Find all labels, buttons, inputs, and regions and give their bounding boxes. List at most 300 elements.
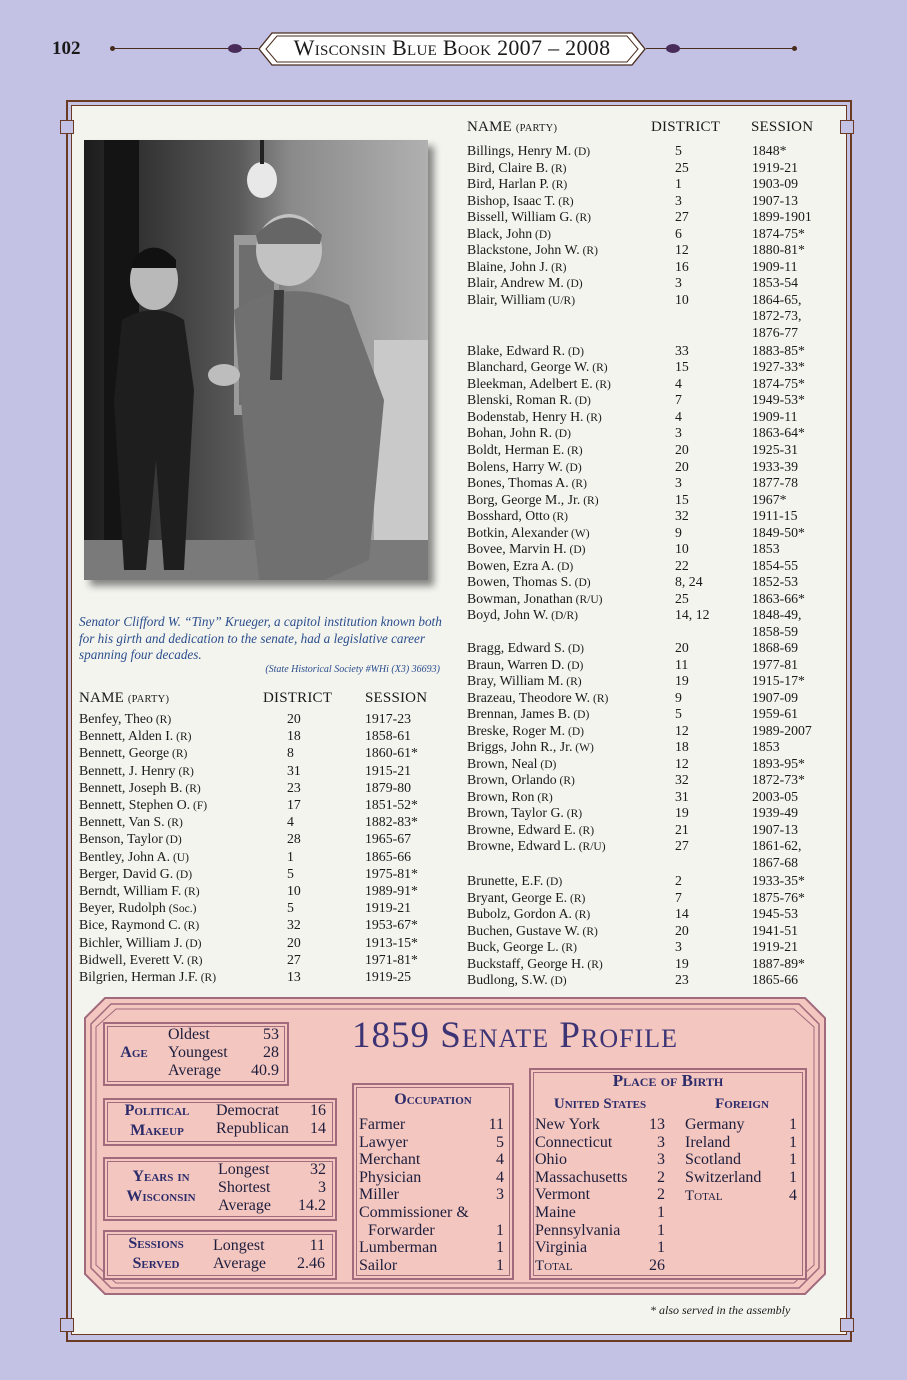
district-value: 31 xyxy=(675,788,689,804)
name-text: Berger, David G. xyxy=(79,865,174,881)
name-text: Beyer, Rudolph xyxy=(79,900,166,916)
party-text: (D) xyxy=(563,278,583,291)
us-birth-label: Maine xyxy=(535,1204,576,1221)
us-label: United States xyxy=(553,1096,647,1112)
session-value: 1853 xyxy=(752,739,780,755)
years-label: Shortest xyxy=(218,1179,271,1196)
session-value: 1919-21 xyxy=(365,900,411,916)
name-text: Blake, Edward R. xyxy=(467,342,566,358)
name-text: Bentley, John A. xyxy=(79,848,171,864)
district-value: 5 xyxy=(287,865,294,881)
district-value: 20 xyxy=(675,640,689,656)
name-text: Breske, Roger M. xyxy=(467,722,566,738)
senator-name xyxy=(467,425,571,443)
session-value: 1865-66 xyxy=(752,972,798,988)
name-text: Brennan, James B. xyxy=(467,706,571,722)
senator-name xyxy=(79,831,182,849)
district-value: 4 xyxy=(675,375,682,391)
us-birth-value: 1 xyxy=(657,1221,665,1239)
foreign-birth-value: 1 xyxy=(789,1133,797,1151)
party-text: (D) xyxy=(532,228,551,241)
party-text: (D) xyxy=(543,876,563,889)
district-value: 19 xyxy=(675,673,689,689)
session-value: 1907-13 xyxy=(752,821,798,837)
us-birth-value: 1 xyxy=(657,1239,665,1257)
party-text: (R) xyxy=(548,261,567,274)
name-text: Brown, Ron xyxy=(467,788,535,804)
session-value: 1851-52* xyxy=(365,797,418,812)
name-text: Browne, Edward E. xyxy=(467,821,576,837)
senator-name xyxy=(467,789,553,807)
foreign-birth-value: 1 xyxy=(789,1151,797,1169)
party-text: (R) xyxy=(548,162,567,175)
name-text: Bosshard, Otto xyxy=(467,508,550,524)
senator-name xyxy=(79,797,207,815)
session-value: 1853 xyxy=(752,541,780,557)
senator-name xyxy=(467,475,587,493)
party-text: (D) xyxy=(162,834,182,847)
senator-name xyxy=(467,657,583,675)
senator-name xyxy=(467,492,599,510)
name-text: Bennett, Alden I. xyxy=(79,728,174,744)
session-value: 1863-64* xyxy=(752,425,805,441)
years-value: 32 xyxy=(310,1161,326,1178)
party-text: (R) xyxy=(575,824,595,837)
district-value: 21 xyxy=(675,821,689,837)
session-value: 1945-53 xyxy=(752,906,798,922)
district-value: 5 xyxy=(675,143,682,158)
session-value: 1967* xyxy=(752,491,787,507)
party-text: (R/U) xyxy=(575,841,606,854)
session-value: 1919-21 xyxy=(752,159,798,175)
senator-name xyxy=(79,745,187,763)
occupation-label: Lawyer xyxy=(359,1133,408,1151)
us-birth-label: Massachusetts xyxy=(535,1168,628,1186)
party-text: (R) xyxy=(568,478,587,491)
name-text: Browne, Edward L. xyxy=(467,838,576,854)
name-text: Bennett, George xyxy=(79,745,170,761)
session-value: 1849-50* xyxy=(752,524,805,540)
session-value: 1953-67* xyxy=(365,917,418,933)
district-value: 16 xyxy=(675,258,689,274)
party-text: (R) xyxy=(534,791,553,804)
district-value: 8, 24 xyxy=(675,574,703,590)
foreign-label: Foreign xyxy=(715,1096,769,1112)
foreign-birth-label: Ireland xyxy=(685,1133,731,1151)
district-value: 23 xyxy=(287,779,301,795)
party-text: (D) xyxy=(537,758,557,771)
session-continuation: 1858-59 xyxy=(752,623,798,639)
sessions-label: Average xyxy=(213,1255,266,1272)
session-value: 1965-67 xyxy=(365,831,411,847)
us-birth-value: 3 xyxy=(657,1151,665,1169)
session-value: 1848* xyxy=(752,143,787,158)
senator-name xyxy=(467,209,591,227)
district-value: 3 xyxy=(675,192,682,208)
us-birth-value: 3 xyxy=(657,1133,665,1151)
party-text: (R) xyxy=(558,942,577,955)
senator-name xyxy=(467,275,583,293)
district-value: 13 xyxy=(287,969,301,984)
name-text: Borg, George M., Jr. xyxy=(467,491,581,507)
years-value: 3 xyxy=(318,1179,326,1196)
district-value: 33 xyxy=(675,342,689,358)
party-text: (R) xyxy=(549,511,569,524)
senator-name xyxy=(467,706,589,724)
session-value: 1879-80 xyxy=(365,779,411,795)
session-continuation: 1876-77 xyxy=(752,324,798,340)
sessions-label: Sessions Served xyxy=(128,1235,184,1272)
us-total-value: 26 xyxy=(649,1257,665,1274)
party-text: (R) xyxy=(563,808,583,821)
district-value: 7 xyxy=(675,392,682,408)
senator-name xyxy=(467,242,598,260)
district-value: 27 xyxy=(675,209,689,225)
party-text: (R) xyxy=(197,972,217,984)
party-text: (D) xyxy=(562,461,582,474)
senator-name xyxy=(79,917,199,935)
session-value: 1933-35* xyxy=(752,873,805,889)
session-value: 1959-61 xyxy=(752,706,798,722)
party-text: (R) xyxy=(583,411,602,424)
us-birth-label: Connecticut xyxy=(535,1133,613,1151)
col-header-name: NAME (PARTY) xyxy=(467,119,558,135)
party-text: (D) xyxy=(572,395,591,408)
district-value: 10 xyxy=(675,291,689,307)
name-text: Buckstaff, George H. xyxy=(467,955,585,971)
name-text: Bragg, Edward S. xyxy=(467,640,566,656)
session-value: 1989-91* xyxy=(365,883,418,898)
session-value: 1893-95* xyxy=(752,755,805,771)
district-value: 15 xyxy=(675,359,689,375)
occupation-label: Farmer xyxy=(359,1116,406,1133)
session-value: 1939-49 xyxy=(752,805,798,821)
session-value: 1903-09 xyxy=(752,176,798,192)
us-birth-label: Virginia xyxy=(535,1239,588,1257)
col-header-district: DISTRICT xyxy=(651,119,721,135)
senator-name xyxy=(467,176,567,194)
party-text: (D) xyxy=(173,868,193,881)
party-text: (R) xyxy=(173,731,192,744)
session-value: 1899-1901 xyxy=(752,209,812,225)
session-value: 1925-31 xyxy=(752,442,798,457)
senator-name xyxy=(467,723,584,741)
name-text: Botkin, Alexander xyxy=(467,524,569,540)
us-birth-value: 2 xyxy=(657,1186,665,1204)
session-value: 1919-25 xyxy=(365,969,411,984)
party-text: (U) xyxy=(170,851,189,864)
party-text: (D) xyxy=(547,975,567,988)
session-continuation: 1872-73, xyxy=(752,308,802,324)
name-text: Bennett, Joseph B. xyxy=(79,779,183,795)
session-value: 1883-85* xyxy=(752,342,805,358)
party-text: (W) xyxy=(568,527,590,540)
district-value: 27 xyxy=(675,838,689,854)
district-value: 20 xyxy=(675,442,689,457)
senator-name xyxy=(467,972,567,990)
party-text: (R) xyxy=(555,195,574,208)
senator-name xyxy=(467,143,590,161)
political-label: Republican xyxy=(216,1120,289,1137)
session-value: 1933-39 xyxy=(752,458,798,474)
senator-name xyxy=(467,890,585,908)
district-value: 14, 12 xyxy=(675,607,710,623)
senator-name xyxy=(79,814,183,832)
party-text: (R) xyxy=(567,892,586,905)
party-text: (R) xyxy=(164,817,183,830)
district-value: 10 xyxy=(675,541,689,557)
party-text: (R) xyxy=(572,909,591,922)
photo-caption: Senator Clifford W. “Tiny” Krueger, a capitol institution known both for his girth and dedication to the senate, had a legislative career spanning four decades. xyxy=(79,614,442,662)
senator-name xyxy=(467,873,562,891)
years-label: Longest xyxy=(218,1161,270,1178)
party-text: (R) xyxy=(584,958,603,971)
senator-name xyxy=(467,558,573,576)
district-value: 20 xyxy=(287,934,301,950)
senator-name xyxy=(467,756,556,774)
name-text: Blair, Andrew M. xyxy=(467,275,564,291)
senator-name xyxy=(467,376,611,394)
name-text: Benfey, Theo xyxy=(79,711,153,726)
senator-name xyxy=(467,574,591,592)
district-value: 10 xyxy=(287,883,301,898)
party-text: (D) xyxy=(554,560,574,573)
session-value: 1989-2007 xyxy=(752,722,812,738)
senator-name xyxy=(467,956,603,974)
name-text: Blenski, Roman R. xyxy=(467,392,573,408)
us-birth-label: Ohio xyxy=(535,1151,567,1169)
session-value: 1852-53 xyxy=(752,574,798,590)
age-value: 40.9 xyxy=(251,1062,279,1079)
senator-name xyxy=(467,939,577,957)
senator-name xyxy=(79,883,200,901)
party-text: (R) xyxy=(572,212,591,225)
name-text: Brown, Orlando xyxy=(467,772,557,788)
session-value: 1861-62, xyxy=(752,838,802,854)
district-value: 1 xyxy=(287,848,294,864)
district-value: 9 xyxy=(675,524,682,540)
party-text: (R) xyxy=(563,676,582,689)
name-text: Bennett, Van S. xyxy=(79,814,165,830)
name-text: Bice, Raymond C. xyxy=(79,917,181,933)
session-value: 1860-61* xyxy=(365,745,418,761)
district-value: 7 xyxy=(675,889,682,905)
session-value: 1913-15* xyxy=(365,934,418,950)
occupation-label: Miller xyxy=(359,1186,399,1204)
occupation-value: 4 xyxy=(496,1151,504,1169)
senator-name xyxy=(79,900,197,918)
name-text: Benson, Taylor xyxy=(79,831,163,847)
party-text: (R) xyxy=(181,886,200,898)
session-value: 1971-81* xyxy=(365,951,418,967)
party-text: (F) xyxy=(190,800,208,812)
session-value: 1915-17* xyxy=(752,673,805,689)
session-value: 1917-23 xyxy=(365,711,411,726)
district-value: 4 xyxy=(675,408,682,424)
senator-name xyxy=(79,952,202,970)
age-value: 28 xyxy=(263,1044,279,1061)
foreign-total-label: Total xyxy=(685,1188,723,1204)
name-text: Bolens, Harry W. xyxy=(467,458,563,474)
name-text: Bodenstab, Henry H. xyxy=(467,408,584,424)
name-text: Bovee, Marvin H. xyxy=(467,541,567,557)
session-value: 1909-11 xyxy=(752,258,798,274)
senator-name xyxy=(467,508,568,526)
sessions-value: 2.46 xyxy=(297,1255,325,1272)
birth-label: Place of Birth xyxy=(612,1071,724,1090)
party-text: (R) xyxy=(184,954,203,967)
col-header-name: NAME (PARTY) xyxy=(79,690,170,706)
district-value: 1 xyxy=(675,176,682,192)
occupation-value: 1 xyxy=(496,1256,504,1274)
party-text: (R/U) xyxy=(572,593,603,606)
session-value: 1975-81* xyxy=(365,865,418,881)
occupation-label: Physician xyxy=(359,1168,422,1186)
party-text: (R) xyxy=(564,445,583,457)
district-value: 27 xyxy=(287,951,301,967)
party-text: (R) xyxy=(152,714,172,726)
session-value: 1949-53* xyxy=(752,392,805,408)
session-value: 1868-69 xyxy=(752,640,798,656)
name-text: Bissell, William G. xyxy=(467,209,573,225)
district-value: 20 xyxy=(675,922,689,938)
session-value: 1907-13 xyxy=(752,192,798,208)
name-text: Boldt, Herman E. xyxy=(467,442,565,457)
occupation-value: 5 xyxy=(496,1133,504,1151)
senator-name xyxy=(79,849,189,867)
name-text: Budlong, S.W. xyxy=(467,972,548,988)
party-text: (D) xyxy=(564,659,584,672)
occupation-label: Commissioner & xyxy=(359,1204,469,1221)
district-value: 14 xyxy=(675,906,689,922)
session-value: 1864-65, xyxy=(752,291,802,307)
district-value: 25 xyxy=(675,159,689,175)
senator-name xyxy=(79,969,216,987)
age-label: Age xyxy=(120,1044,148,1061)
us-birth-value: 1 xyxy=(657,1204,665,1221)
foreign-total-value: 4 xyxy=(789,1187,797,1204)
name-text: Bird, Harlan P. xyxy=(467,176,550,192)
session-continuation: 1867-68 xyxy=(752,855,798,870)
district-value: 20 xyxy=(675,458,689,474)
political-value: 14 xyxy=(310,1120,326,1137)
senator-name xyxy=(467,739,594,757)
party-text: (R) xyxy=(590,692,609,705)
senator-name xyxy=(467,343,584,361)
senator-name xyxy=(467,690,608,708)
session-value: 1865-66 xyxy=(365,848,411,864)
political-label: Political Makeup xyxy=(124,1102,190,1139)
sessions-label: Longest xyxy=(213,1237,265,1254)
district-value: 17 xyxy=(287,797,301,812)
name-text: Bones, Thomas A. xyxy=(467,475,569,491)
occupation-label: Sailor xyxy=(359,1256,398,1274)
us-birth-value: 13 xyxy=(649,1116,665,1133)
name-text: Bleekman, Adelbert E. xyxy=(467,375,593,391)
frame-corner xyxy=(840,1318,854,1332)
name-text: Bohan, John R. xyxy=(467,425,553,441)
session-value: 1848-49, xyxy=(752,607,802,623)
district-value: 15 xyxy=(675,491,689,507)
col-header-session: SESSION xyxy=(365,690,428,706)
name-text: Billings, Henry M. xyxy=(467,143,572,158)
foreign-birth-value: 1 xyxy=(789,1168,797,1186)
senator-name xyxy=(467,292,575,310)
occupation-value: 11 xyxy=(488,1116,504,1133)
foreign-birth-value: 1 xyxy=(789,1116,797,1133)
session-value: 1977-81 xyxy=(752,656,798,672)
book-title: Wisconsin Blue Book 2007 – 2008 xyxy=(293,35,611,60)
foreign-birth-label: Germany xyxy=(685,1116,745,1133)
name-text: Brunette, E.F. xyxy=(467,873,544,889)
district-value: 11 xyxy=(675,656,689,672)
senator-name xyxy=(467,409,602,427)
district-value: 18 xyxy=(675,739,689,755)
name-text: Blair, William xyxy=(467,291,546,307)
district-value: 32 xyxy=(675,772,689,788)
party-text: (R) xyxy=(180,920,200,933)
name-text: Bird, Claire B. xyxy=(467,159,549,175)
session-value: 1854-55 xyxy=(752,557,798,573)
senator-name xyxy=(467,772,575,790)
session-value: 1927-33* xyxy=(752,359,805,375)
us-birth-label: Vermont xyxy=(535,1186,591,1204)
district-value: 12 xyxy=(675,242,689,258)
col-header-district: DISTRICT xyxy=(263,690,333,706)
senator-name xyxy=(467,525,590,543)
party-text: (R) xyxy=(182,782,201,795)
us-total-label: Total xyxy=(535,1258,573,1274)
district-value: 19 xyxy=(675,805,689,821)
senator-name xyxy=(467,442,583,460)
historical-photo xyxy=(84,140,428,580)
district-value: 3 xyxy=(675,475,682,491)
senator-name xyxy=(467,906,590,924)
sessions-value: 11 xyxy=(309,1237,325,1254)
us-birth-label: New York xyxy=(535,1116,600,1133)
footnote: * also served in the assembly xyxy=(650,1303,791,1317)
name-text: Bichler, William J. xyxy=(79,934,183,950)
party-text: (D/R) xyxy=(548,610,578,623)
session-value: 2003-05 xyxy=(752,788,798,804)
name-text: Black, John xyxy=(467,225,533,241)
senator-name xyxy=(467,226,551,244)
district-value: 3 xyxy=(675,275,682,291)
name-text: Blaine, John J. xyxy=(467,258,549,274)
frame-corner xyxy=(60,120,74,134)
profile-title: 1859 Senate Profile xyxy=(352,1015,678,1056)
session-value: 1880-81* xyxy=(752,242,805,258)
party-text: (D) xyxy=(565,643,584,656)
occupation-value: 1 xyxy=(496,1221,504,1239)
party-text: (D) xyxy=(182,937,202,950)
occupation-label: Lumberman xyxy=(359,1239,438,1257)
district-value: 8 xyxy=(287,745,294,761)
session-value: 1877-78 xyxy=(752,475,798,491)
name-text: Bennett, Stephen O. xyxy=(79,797,191,812)
senator-name xyxy=(467,822,594,840)
party-text: (R) xyxy=(556,775,575,788)
session-value: 1858-61 xyxy=(365,728,411,744)
session-value: 1919-21 xyxy=(752,939,798,955)
frame-corner xyxy=(840,120,854,134)
session-value: 1911-15 xyxy=(752,508,798,524)
district-value: 20 xyxy=(287,711,301,726)
occupation-value: 1 xyxy=(496,1239,504,1257)
name-text: Blackstone, John W. xyxy=(467,242,580,258)
district-value: 28 xyxy=(287,831,301,847)
name-text: Boyd, John W. xyxy=(467,607,549,623)
